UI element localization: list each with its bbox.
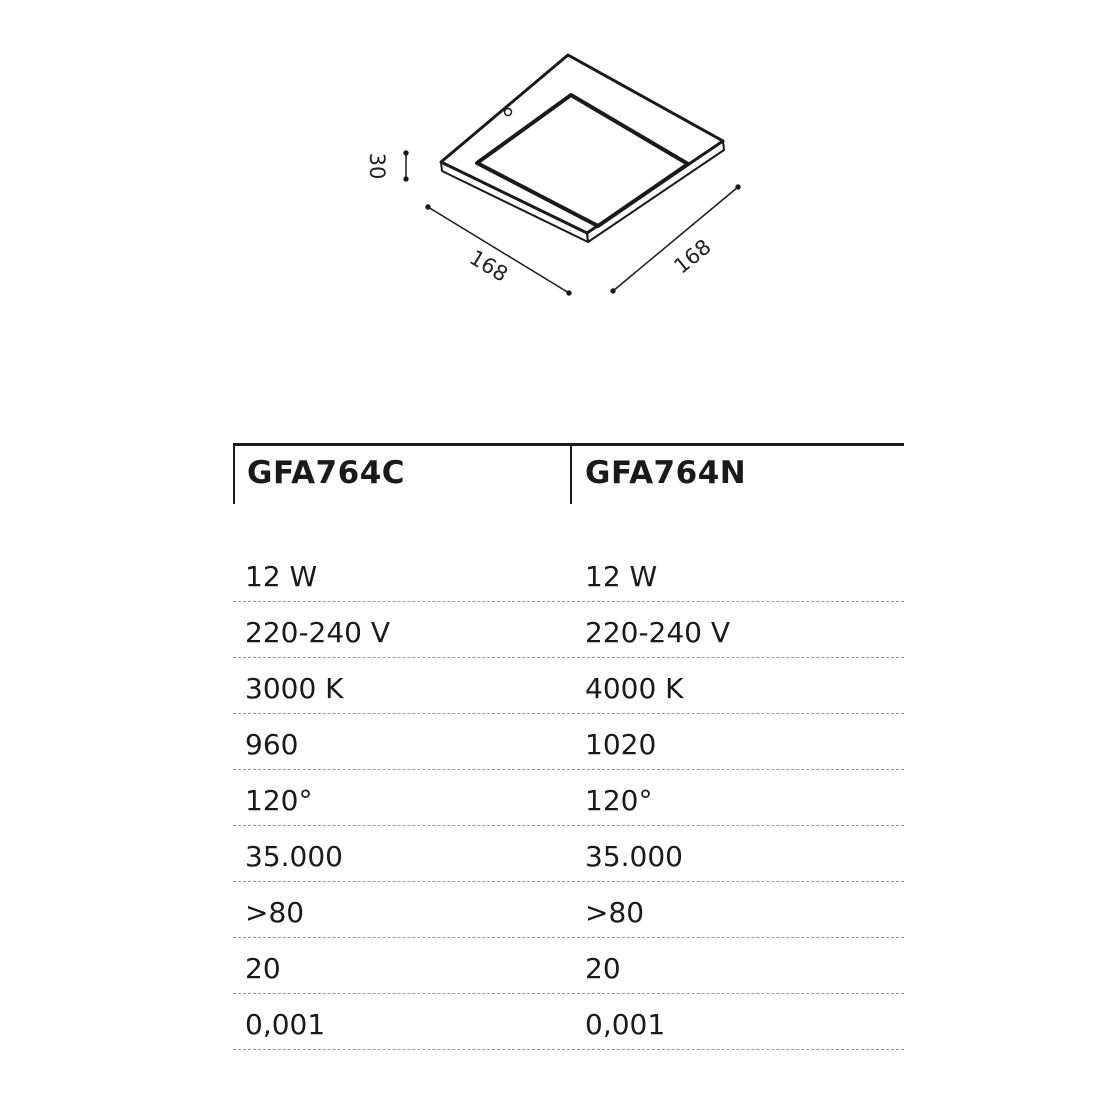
table-cell: 220-240 V <box>585 616 731 649</box>
table-row <box>233 994 904 1050</box>
table-cell: 12 W <box>245 560 318 593</box>
table-cell: 1020 <box>585 728 657 761</box>
table-row <box>233 602 904 658</box>
width-dimension-label-left: 168 <box>465 245 512 287</box>
table-row <box>233 714 904 770</box>
table-cell: >80 <box>245 896 305 929</box>
table-cell: 960 <box>245 728 299 761</box>
table-row <box>233 546 904 602</box>
width-dimension-label-right: 168 <box>669 234 716 279</box>
column-header-gfa764c: GFA764C <box>247 455 406 491</box>
table-cell: 4000 K <box>585 672 684 705</box>
table-cell: 0,001 <box>245 1008 326 1041</box>
table-row <box>233 770 904 826</box>
table-top-rule <box>233 443 904 446</box>
column-divider-middle <box>570 446 572 504</box>
table-cell: 20 <box>585 952 621 985</box>
table-cell: 35.000 <box>245 840 343 873</box>
product-dimension-drawing <box>0 0 1100 400</box>
column-header-gfa764n: GFA764N <box>585 455 747 491</box>
table-row <box>233 882 904 938</box>
table-row <box>233 658 904 714</box>
table-cell: 3000 K <box>245 672 344 705</box>
table-cell: 120° <box>245 784 313 817</box>
table-row <box>233 938 904 994</box>
table-cell: 0,001 <box>585 1008 666 1041</box>
table-cell: 35.000 <box>585 840 683 873</box>
table-cell: 120° <box>585 784 653 817</box>
spec-rows <box>233 546 904 1050</box>
table-cell: >80 <box>585 896 645 929</box>
luminaire-outline <box>441 55 724 242</box>
table-row <box>233 826 904 882</box>
table-cell: 220-240 V <box>245 616 391 649</box>
table-cell: 12 W <box>585 560 658 593</box>
table-cell: 20 <box>245 952 281 985</box>
height-dimension-label: 30 <box>365 152 389 180</box>
column-divider-left <box>233 446 235 504</box>
